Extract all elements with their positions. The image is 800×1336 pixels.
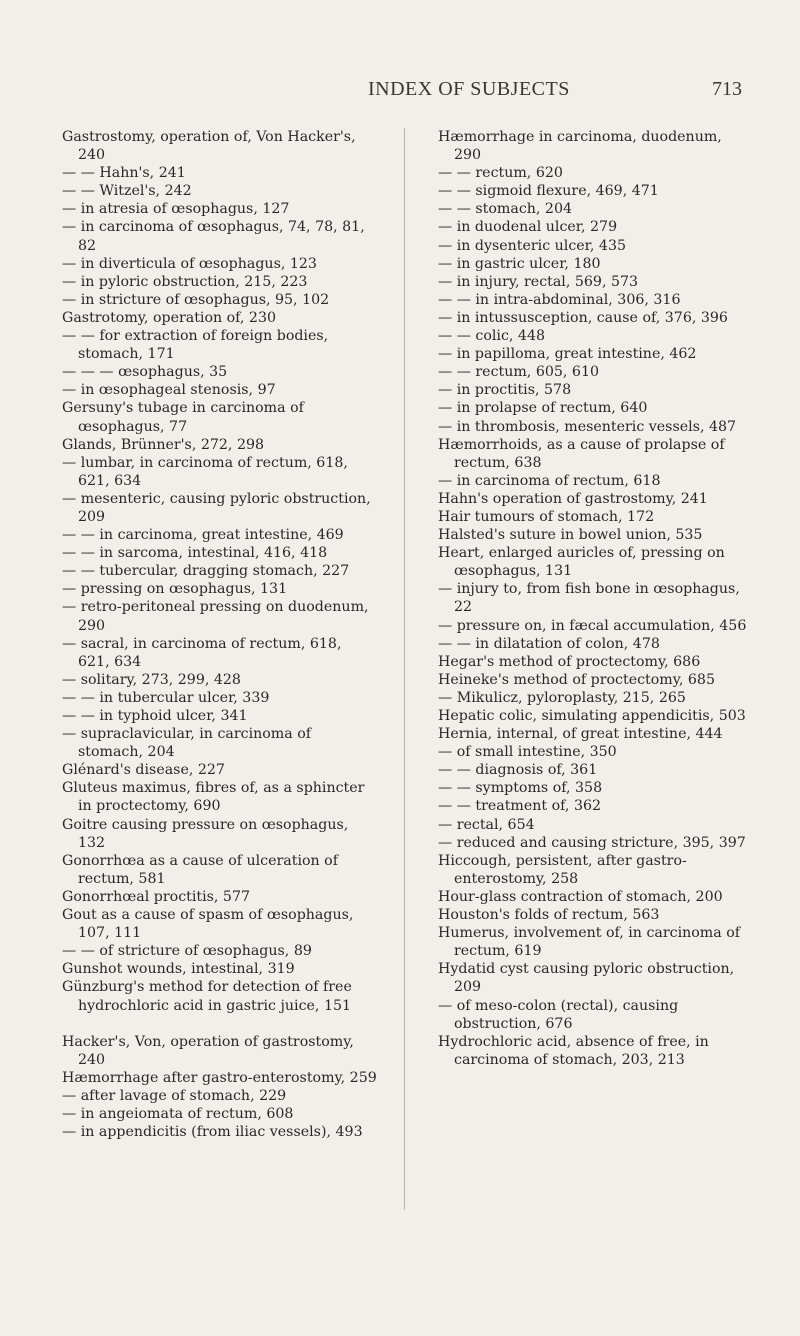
index-entry: — — — œsophagus, 35 [62, 364, 228, 381]
index-entry: Goitre causing pressure on œsophagus, 132 [62, 816, 349, 851]
index-entry: — in œsophageal stenosis, 97 [62, 382, 276, 399]
index-entry: Houston's folds of rectum, 563 [438, 907, 660, 924]
index-entry: — — diagnosis of, 361 [438, 762, 598, 779]
index-entry: — — tubercular, dragging stomach, 227 [62, 563, 350, 580]
index-entry: — — in dilatation of colon, 478 [438, 635, 660, 652]
index-entry: — — colic, 448 [438, 328, 546, 345]
index-entry: Gastrostomy, operation of, Von Hacker's, 240 [62, 129, 356, 164]
index-entry: Heineke's method of proctectomy, 685 [438, 671, 715, 688]
index-entry: Hegar's method of proctectomy, 686 [438, 653, 701, 670]
index-entry: Gersuny's tubage in carcinoma of œsophagus, 77 [62, 400, 304, 435]
index-entry: Gunshot wounds, intestinal, 319 [62, 961, 295, 978]
index-entry: — solitary, 273, 299, 428 [62, 671, 241, 688]
index-entry: Glénard's disease, 227 [62, 762, 225, 779]
index-entry: — — in sarcoma, intestinal, 416, 418 [62, 545, 328, 562]
index-entry: — after lavage of stomach, 229 [62, 1087, 287, 1104]
index-entry: — — treatment of, 362 [438, 798, 602, 815]
index-entry: — — of stricture of œsophagus, 89 [62, 943, 312, 960]
index-entry: Hour-glass contraction of stomach, 200 [438, 888, 723, 905]
index-entry: — Mikulicz, pyloroplasty, 215, 265 [438, 689, 686, 706]
index-entry: — in duodenal ulcer, 279 [438, 219, 618, 236]
index-entry: — retro-peritoneal pressing on duodenum, 290 [62, 599, 369, 634]
index-entry: Hernia, internal, of great intestine, 444 [438, 726, 723, 743]
index-entry: Hiccough, persistent, after gastro-enterostomy, 258 [438, 852, 687, 887]
index-entry: Hydrochloric acid, absence of free, in carcinoma of stomach, 203, 213 [438, 1033, 709, 1068]
index-entry: — in pyloric obstruction, 215, 223 [62, 273, 308, 290]
index-entry: — in dysenteric ulcer, 435 [438, 237, 627, 254]
index-entry: Gastrotomy, operation of, 230 [62, 309, 277, 326]
index-entry: — in atresia of œsophagus, 127 [62, 201, 290, 218]
index-entry: — — in intra-abdominal, 306, 316 [438, 291, 681, 308]
page-number: 713 [712, 78, 742, 100]
index-entry: — in thrombosis, mesenteric vessels, 487 [438, 418, 737, 435]
page-title: INDEX OF SUBJECTS [368, 78, 570, 100]
index-entry: Günzburg's method for detection of free hydrochloric acid in gastric juice, 151 [62, 979, 352, 1014]
index-entry: Hydatid cyst causing pyloric obstruction, 209 [438, 961, 735, 996]
index-entry: — in gastric ulcer, 180 [438, 255, 601, 272]
index-entry: — rectal, 654 [438, 816, 535, 833]
index-entry: — in carcinoma of œsophagus, 74, 78, 81, 82 [62, 219, 365, 254]
index-entry: — in proctitis, 578 [438, 382, 572, 399]
index-entry: — — Hahn's, 241 [62, 165, 186, 182]
column-divider [404, 128, 405, 1210]
index-entry: — in injury, rectal, 569, 573 [438, 273, 639, 290]
index-entry: — in prolapse of rectum, 640 [438, 400, 648, 417]
index-entry: — — in typhoid ulcer, 341 [62, 708, 248, 724]
index-entry: — — sigmoid flexure, 469, 471 [438, 183, 659, 200]
index-entry: — — in carcinoma, great intestine, 469 [62, 527, 344, 544]
index-entry: — in appendicitis (from iliac vessels), 493 [62, 1124, 363, 1141]
index-entry: Hacker's, Von, operation of gastrostomy, 240 [62, 1033, 354, 1068]
index-column-right [438, 128, 753, 1069]
index-entry: — mesenteric, causing pyloric obstruction, 209 [62, 490, 371, 525]
index-entry: Gout as a cause of spasm of œsophagus, 107, 111 [62, 907, 354, 942]
index-entry: — lumbar, in carcinoma of rectum, 618, 621, 634 [62, 454, 348, 489]
index-entry: Gluteus maximus, fibres of, as a sphincter in proctectomy, 690 [62, 780, 365, 815]
index-entry: — of small intestine, 350 [438, 744, 617, 761]
index-entry: Gonorrhœal proctitis, 577 [62, 888, 250, 905]
index-entry: — in papilloma, great intestine, 462 [438, 346, 697, 363]
index-entry: Gonorrhœa as a cause of ulceration of rectum, 581 [62, 852, 338, 887]
index-entry: — of meso-colon (rectal), causing obstruction, 676 [438, 997, 679, 1032]
index-entry: — sacral, in carcinoma of rectum, 618, 621, 634 [62, 635, 342, 670]
index-entry: — supraclavicular, in carcinoma of stomach, 204 [62, 726, 312, 761]
index-entry: — pressure on, in fæcal accumulation, 456 [438, 617, 747, 634]
index-entry: Hahn's operation of gastrostomy, 241 [438, 490, 708, 507]
running-head [0, 78, 800, 108]
index-entry: — — symptoms of, 358 [438, 780, 603, 797]
index-entry: Hair tumours of stomach, 172 [438, 508, 655, 525]
index-entry: — in angeiomata of rectum, 608 [62, 1105, 294, 1122]
index-entry: — — stomach, 204 [438, 201, 573, 218]
index-entry: — injury to, from fish bone in œsophagus, 22 [438, 581, 740, 616]
index-entry: — — rectum, 620 [438, 165, 563, 182]
index-entry: Humerus, involvement of, in carcinoma of rectum, 619 [438, 925, 741, 960]
index-entry: — in diverticula of œsophagus, 123 [62, 255, 317, 272]
index-entry: Hepatic colic, simulating appendicitis, 503 [438, 708, 746, 724]
index-entry: Glands, Brünner's, 272, 298 [62, 436, 265, 453]
index-entry: — — rectum, 605, 610 [438, 364, 600, 381]
index-entry: Halsted's suture in bowel union, 535 [438, 527, 703, 544]
index-entry: — pressing on œsophagus, 131 [62, 581, 288, 598]
index-entry: — reduced and causing stricture, 395, 397 [438, 834, 746, 851]
index-entry: Heart, enlarged auricles of, pressing on œsophagus, 131 [438, 545, 725, 580]
index-column-left [62, 128, 377, 1141]
index-entry: — — in tubercular ulcer, 339 [62, 689, 270, 706]
index-entry: Hæmorrhage after gastro-enterostomy, 259 [62, 1069, 377, 1086]
index-entry: Hæmorrhoids, as a cause of prolapse of rectum, 638 [438, 436, 725, 471]
index-entry: — — for extraction of foreign bodies, stomach, 171 [62, 328, 329, 363]
index-entry: Hæmorrhage in carcinoma, duodenum, 290 [438, 129, 722, 164]
index-entry: — in carcinoma of rectum, 618 [438, 472, 661, 489]
index-entry: — — Witzel's, 242 [62, 183, 192, 200]
index-entry: — in stricture of œsophagus, 95, 102 [62, 291, 330, 308]
index-entry: — in intussusception, cause of, 376, 396 [438, 309, 728, 326]
